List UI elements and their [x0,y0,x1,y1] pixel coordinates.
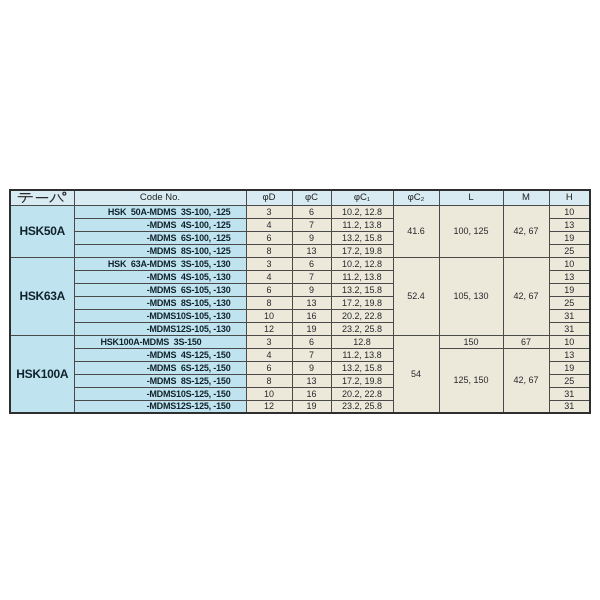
phi-c1-cell: 11.2, 13.8 [331,218,393,231]
phi-d-cell: 10 [246,309,292,322]
phi-c-cell: 16 [292,309,331,322]
phi-c2-cell: 41.6 [393,205,439,257]
phi-c-cell: 19 [292,400,331,413]
phi-d-cell: 3 [246,257,292,270]
code-cell: -MDMS 4S-100, -125 [74,218,246,231]
code-cell: -MDMS 4S-125, -150 [74,348,246,361]
h-cell: 13 [549,270,590,283]
phi-c1-cell: 20.2, 22.8 [331,309,393,322]
h-cell: 31 [549,387,590,400]
phi-c-cell: 6 [292,205,331,218]
h-cell: 31 [549,322,590,335]
phi-c1-cell: 17.2, 19.8 [331,244,393,257]
phi-c-cell: 6 [292,257,331,270]
taper-katakana-icon [17,191,67,204]
h-cell: 25 [549,374,590,387]
phi-c-cell: 19 [292,322,331,335]
col-header-phi-d: φD [246,190,292,205]
table-row [10,257,590,270]
phi-c1-cell: 13.2, 15.8 [331,283,393,296]
code-cell: -MDMS 6S-105, -130 [74,283,246,296]
phi-c1-cell: 13.2, 15.8 [331,231,393,244]
col-header-phi-c1: φC₁ [331,190,393,205]
code-cell: -MDMS 6S-125, -150 [74,361,246,374]
code-cell: HSK100A-MDMS 3S-150 [74,335,246,348]
spec-table [9,189,591,414]
taper-cell: HSK63A [10,257,74,335]
col-header-code: Code No. [74,190,246,205]
h-cell: 31 [549,400,590,413]
h-cell: 25 [549,296,590,309]
phi-c1-cell: 10.2, 12.8 [331,205,393,218]
code-cell: -MDMS12S-105, -130 [74,322,246,335]
header-row [10,190,590,205]
phi-c-cell: 7 [292,270,331,283]
phi-d-cell: 8 [246,296,292,309]
h-cell: 25 [549,244,590,257]
phi-d-cell: 8 [246,244,292,257]
code-cell: -MDMS 8S-125, -150 [74,374,246,387]
phi-c-cell: 13 [292,244,331,257]
col-header-phi-c2: φC₂ [393,190,439,205]
table-row [10,335,590,348]
phi-c2-cell: 52.4 [393,257,439,335]
phi-d-cell: 4 [246,218,292,231]
phi-c2-cell: 54 [393,335,439,413]
col-header-taper [10,190,74,205]
h-cell: 19 [549,361,590,374]
phi-c-cell: 13 [292,374,331,387]
h-cell: 31 [549,309,590,322]
code-cell: -MDMS10S-105, -130 [74,309,246,322]
taper-cell: HSK100A [10,335,74,413]
l-cell: 100, 125 [439,205,503,257]
m-cell: 42, 67 [503,205,549,257]
phi-c-cell: 7 [292,348,331,361]
h-cell: 10 [549,257,590,270]
phi-d-cell: 10 [246,387,292,400]
phi-c1-cell: 17.2, 19.8 [331,296,393,309]
code-cell: -MDMS10S-125, -150 [74,387,246,400]
phi-d-cell: 4 [246,348,292,361]
m-cell: 42, 67 [503,348,549,413]
phi-d-cell: 12 [246,400,292,413]
phi-c-cell: 6 [292,335,331,348]
phi-d-cell: 12 [246,322,292,335]
table-row [10,205,590,218]
phi-c-cell: 9 [292,361,331,374]
phi-c1-cell: 13.2, 15.8 [331,361,393,374]
phi-d-cell: 6 [246,283,292,296]
phi-d-cell: 8 [246,374,292,387]
phi-c1-cell: 23.2, 25.8 [331,322,393,335]
h-cell: 13 [549,218,590,231]
phi-c-cell: 7 [292,218,331,231]
l-cell: 150 [439,335,503,348]
phi-c1-cell: 11.2, 13.8 [331,270,393,283]
phi-c1-cell: 12.8 [331,335,393,348]
code-cell: -MDMS 8S-105, -130 [74,296,246,309]
h-cell: 13 [549,348,590,361]
table-row [10,348,590,361]
code-cell: HSK 63A-MDMS 3S-105, -130 [74,257,246,270]
phi-d-cell: 6 [246,361,292,374]
h-cell: 19 [549,231,590,244]
phi-d-cell: 3 [246,335,292,348]
phi-c1-cell: 11.2, 13.8 [331,348,393,361]
l-cell: 105, 130 [439,257,503,335]
code-cell: -MDMS 4S-105, -130 [74,270,246,283]
col-header-h: H [549,190,590,205]
l-cell: 125, 150 [439,348,503,413]
phi-c1-cell: 23.2, 25.8 [331,400,393,413]
phi-c-cell: 13 [292,296,331,309]
code-cell: -MDMS12S-125, -150 [74,400,246,413]
m-cell: 42, 67 [503,257,549,335]
code-cell: -MDMS 8S-100, -125 [74,244,246,257]
h-cell: 10 [549,335,590,348]
taper-cell: HSK50A [10,205,74,257]
phi-c1-cell: 17.2, 19.8 [331,374,393,387]
col-header-phi-c: φC [292,190,331,205]
phi-c-cell: 16 [292,387,331,400]
phi-d-cell: 3 [246,205,292,218]
code-cell: -MDMS 6S-100, -125 [74,231,246,244]
phi-c1-cell: 20.2, 22.8 [331,387,393,400]
phi-c-cell: 9 [292,231,331,244]
phi-c1-cell: 10.2, 12.8 [331,257,393,270]
phi-d-cell: 4 [246,270,292,283]
col-header-m: M [503,190,549,205]
code-cell: HSK 50A-MDMS 3S-100, -125 [74,205,246,218]
h-cell: 19 [549,283,590,296]
phi-c-cell: 9 [292,283,331,296]
h-cell: 10 [549,205,590,218]
m-cell: 67 [503,335,549,348]
col-header-l: L [439,190,503,205]
phi-d-cell: 6 [246,231,292,244]
